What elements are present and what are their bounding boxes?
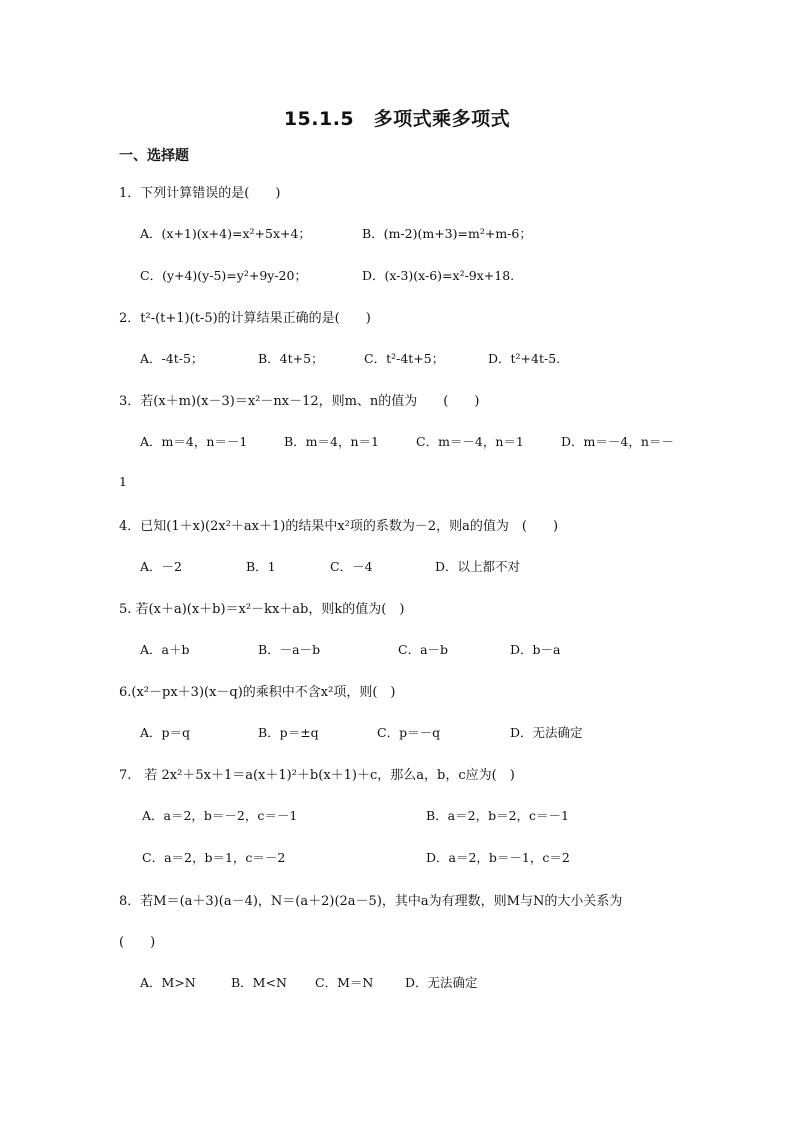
question-7-option-b: B．a＝2，b＝2，c＝－1 — [426, 808, 569, 823]
question-5-stem: 5. 若(x＋a)(x＋b)＝x²－kx＋ab，则k的值为( ) — [119, 602, 405, 617]
question-2-stem: 2．t²-(t+1)(t-5)的计算结果正确的是( ) — [119, 311, 371, 326]
question-7-option-d: D．a＝2，b＝－1，c＝2 — [426, 850, 570, 865]
question-7-option-a: A．a＝2，b＝－2，c＝－1 — [142, 808, 298, 823]
question-6-option-a: A．p＝q — [140, 725, 191, 740]
section-heading: 一、选择题 — [119, 148, 189, 164]
question-8-option-b: B．M<N — [231, 975, 287, 990]
question-4-stem: 4．已知(1＋x)(2x²＋ax＋1)的结果中x²项的系数为－2，则a的值为 ( ) — [119, 519, 559, 534]
question-5-option-a: A．a＋b — [140, 642, 190, 657]
question-5-option-c: C．a－b — [398, 642, 449, 657]
question-6-option-c: C．p＝－q — [377, 725, 441, 740]
question-3-option-c: C．m＝－4，n＝1 — [416, 434, 524, 449]
question-8-stem: 8．若M＝(a＋3)(a－4)，N＝(a＋2)(2a－5)，其中a为有理数，则M与N的大小关系为 — [119, 894, 623, 909]
question-1-option-d: D．(x-3)(x-6)=x²-9x+18. — [362, 268, 515, 283]
question-3-option-d: D．m＝－4，n＝－ — [561, 434, 674, 449]
question-2-option-d: D．t²+4t-5. — [488, 351, 561, 366]
question-5-option-d: D．b－a — [510, 642, 561, 657]
page-title: 15.1.5 多项式乘多项式 — [283, 108, 511, 130]
question-7-option-c: C．a＝2，b＝1，c＝－2 — [142, 850, 286, 865]
question-8-option-a: A．M>N — [140, 975, 196, 990]
question-2-option-a: A．-4t-5； — [140, 351, 204, 366]
question-3-option-a: A．m＝4，n＝－1 — [140, 434, 248, 449]
question-1-option-b: B．(m-2)(m+3)=m²+m-6； — [362, 226, 532, 241]
question-3-option-b: B．m＝4，n＝1 — [284, 434, 379, 449]
question-1-option-a: A．(x+1)(x+4)=x²+5x+4； — [140, 226, 311, 241]
question-8-option-d: D．无法确定 — [405, 975, 478, 990]
question-4-option-c: C．－4 — [330, 559, 373, 574]
question-1-stem: 1．下列计算错误的是( ) — [119, 186, 281, 201]
question-4-option-d: D．以上都不对 — [435, 559, 521, 574]
question-1-option-c: C．(y+4)(y-5)=y²+9y-20； — [140, 268, 307, 283]
question-2-option-c: C．t²-4t+5； — [364, 351, 445, 366]
question-2-option-b: B．4t+5； — [258, 351, 324, 366]
question-6-option-b: B．p＝±q — [258, 725, 319, 740]
question-6-option-d: D．无法确定 — [510, 725, 583, 740]
question-7-stem: 7. 若 2x²＋5x＋1＝a(x＋1)²＋b(x＋1)＋c，那么a，b，c应为( ) — [119, 768, 515, 783]
question-3-option-d-wrap: 1 — [119, 474, 127, 489]
question-6-stem: 6.(x²－px＋3)(x－q)的乘积中不含x²项，则( ) — [119, 685, 396, 700]
question-5-option-b: B．－a－b — [258, 642, 321, 657]
question-4-option-b: B．1 — [246, 559, 276, 574]
question-3-stem: 3．若(x＋m)(x－3)＝x²－nx－12，则m、n的值为 ( ) — [119, 394, 480, 409]
question-8-option-c: C．M＝N — [315, 975, 374, 990]
question-4-option-a: A．－2 — [140, 559, 182, 574]
question-8-stem-wrap: ( ) — [119, 935, 156, 950]
